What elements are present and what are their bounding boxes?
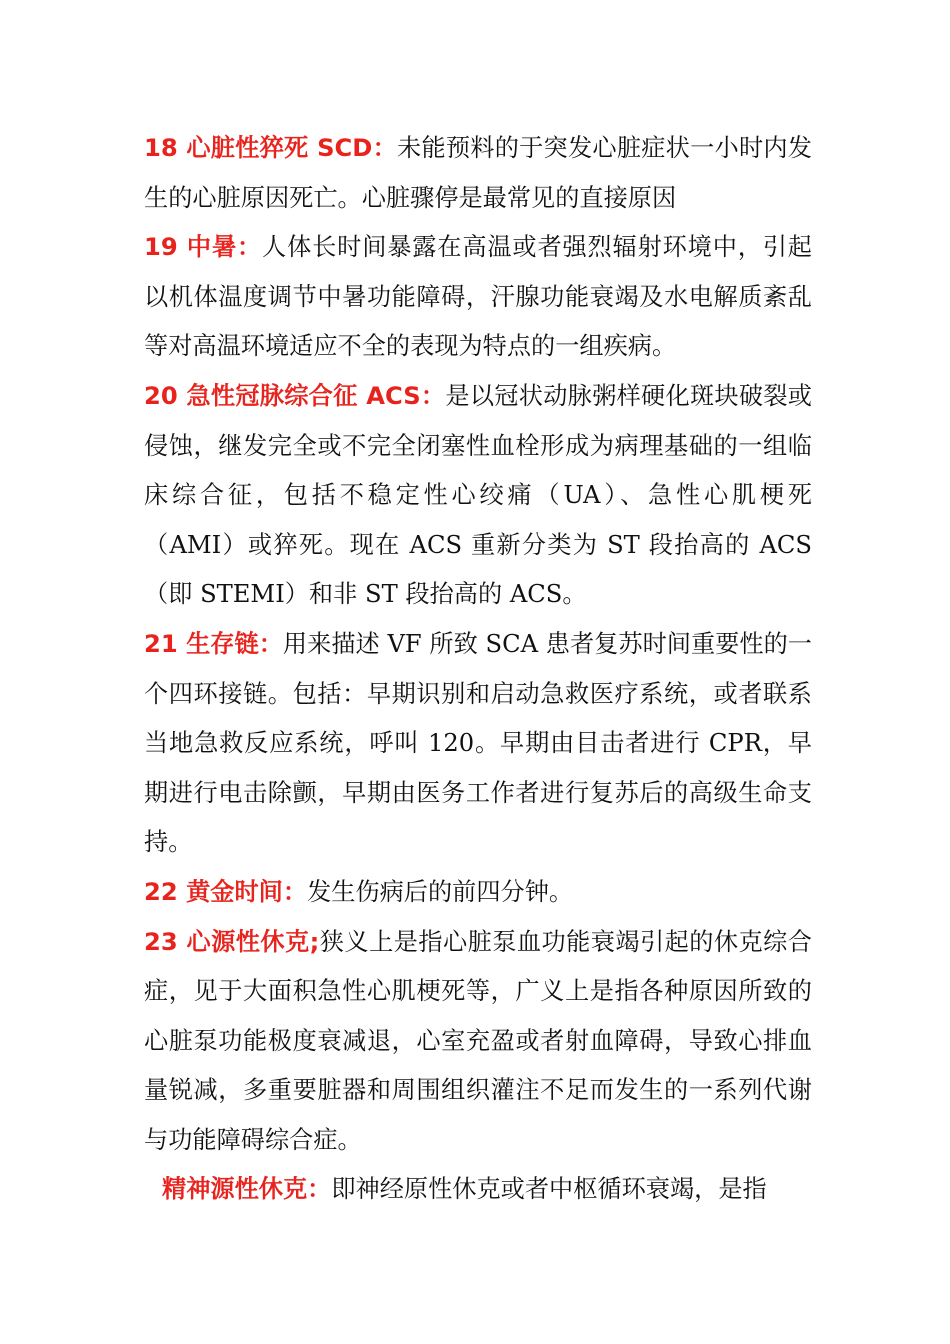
definition-text: 即神经原性休克或者中枢循环衰竭，是指 <box>331 1175 767 1204</box>
term-label: 22 黄金时间： <box>144 877 308 906</box>
term-label: 20 急性冠脉综合征 ACS： <box>144 381 446 410</box>
entry-19-heatstroke <box>144 223 812 372</box>
term-label: 19 中暑： <box>144 233 263 262</box>
term-label: 18 心脏性猝死 SCD： <box>144 134 398 162</box>
definition-text: 发生伤病后的前四分钟。 <box>307 877 574 906</box>
entry-20-acs <box>144 372 812 620</box>
entry-22-golden-time <box>144 868 812 918</box>
entry-23-cardiogenic-shock <box>144 918 812 1166</box>
entry-18-scd <box>144 124 812 223</box>
definition-text: 狭义上是指心脏泵血功能衰竭引起的休克综合症，见于大面积急性心肌梗死等，广义上是指各种原因所致的心脏泵功能极度衰减退，心室充盈或者射血障碍，导致心排血量锐减，多重要脏器和周围组织灌注不足而发生的一系列代谢与功能障碍综合症。 <box>144 927 812 1154</box>
definition-text: 人体长时间暴露在高温或者强烈辐射环境中，引起以机体温度调节中暑功能障碍，汗腺功能衰竭及水电解质紊乱等对高温环境适应不全的表现为特点的一组疾病。 <box>144 233 812 361</box>
definition-text: 未能预料的于突发心脏症状一小时内发生的心脏原因死亡。心脏骤停是最常见的直接原因 <box>144 134 812 212</box>
term-label: 23 心源性休克; <box>144 927 320 956</box>
definition-text: 用来描述 VF 所致 SCA 患者复苏时间重要性的一个四环接链。包括：早期识别和启动急救医疗系统，或者联系当地急救反应系统，呼叫 120。早期由目击者进行 CPR，早期进行电击除颤，早期由医务工作者进行复苏后的高级生命支持。 <box>144 629 812 857</box>
document-page <box>144 124 812 1215</box>
definition-text: 是以冠状动脉粥样硬化斑块破裂或侵蚀，继发完全或不完全闭塞性血栓形成为病理基础的一组临床综合征，包括不稳定性心绞痛（UA）、急性心肌梗死（AMI）或猝死。现在 ACS 重新分类为 ST 段抬高的 ACS（即 STEMI）和非 ST 段抬高的 ACS。 <box>144 381 812 609</box>
entry-21-chain-of-survival <box>144 620 812 868</box>
term-label: 精神源性休克： <box>162 1175 332 1204</box>
term-label: 21 生存链： <box>144 629 283 658</box>
entry-psychogenic-shock <box>144 1165 812 1215</box>
